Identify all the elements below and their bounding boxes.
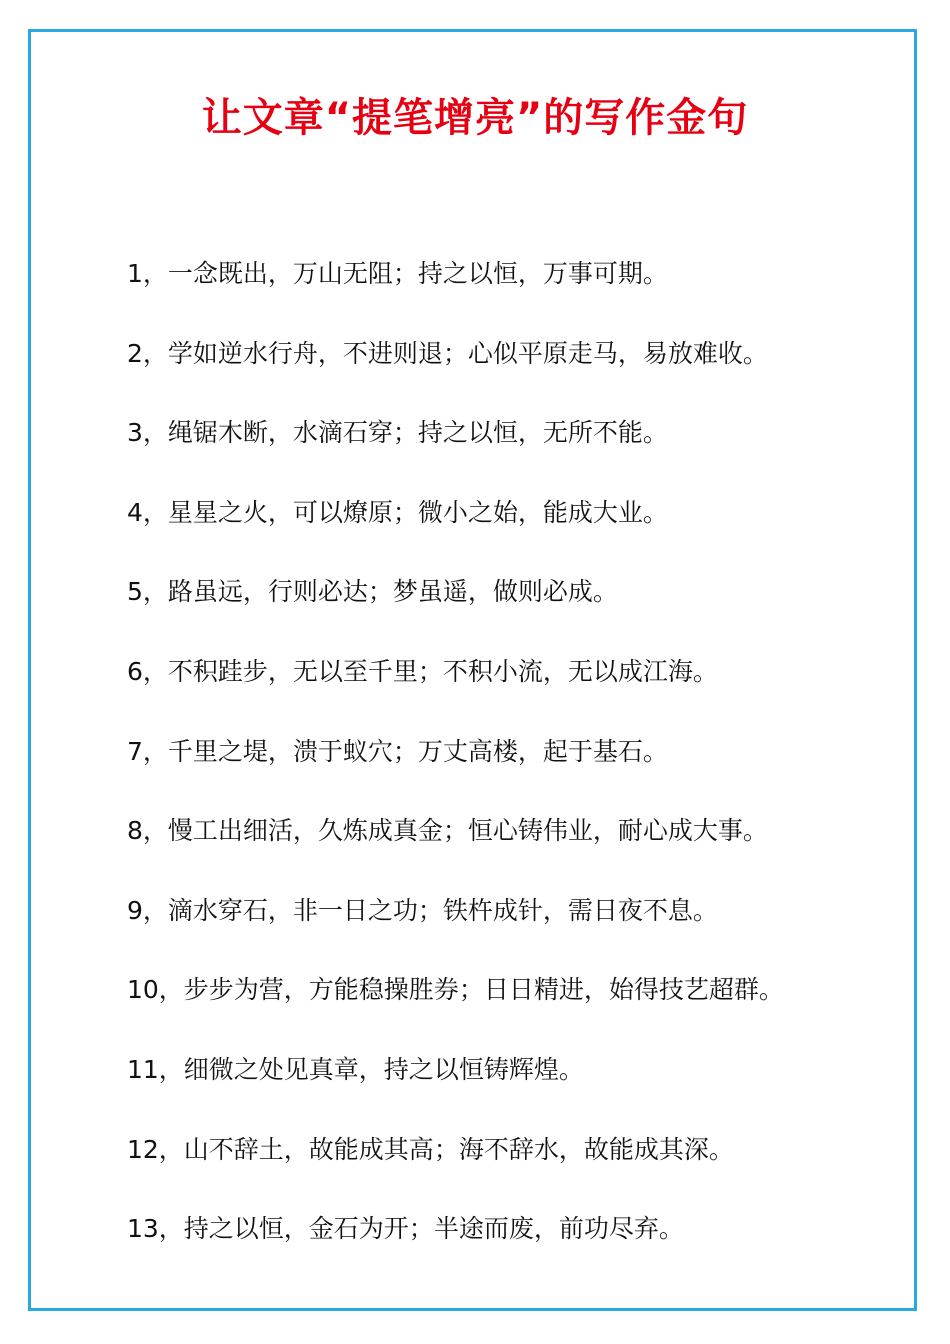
list-item: 13，持之以恒，金石为开；半途而废，前功尽弃。: [127, 1214, 684, 1244]
list-item: 5，路虽远，行则必达；梦虽遥，做则必成。: [127, 577, 618, 607]
list-item: 1，一念既出，万山无阻；持之以恒，万事可期。: [127, 259, 668, 288]
list-item: 7，千里之堤，溃于蚁穴；万丈高楼，起于基石。: [127, 736, 668, 766]
list-item: 12，山不辞土，故能成其高；海不辞水，故能成其深。: [127, 1134, 734, 1164]
list-item: 3，绳锯木断，水滴石穿；持之以恒，无所不能。: [127, 418, 668, 448]
quote-list: [127, 252, 784, 1287]
list-item: 9，滴水穿石，非一日之功；铁杵成针，需日夜不息。: [127, 895, 718, 925]
list-item: 10，步步为营，方能稳操胜券；日日精进，始得技艺超群。: [127, 975, 784, 1005]
list-item: 11，细微之处见真章，持之以恒铸辉煌。: [127, 1054, 584, 1084]
list-item: 8，慢工出细活，久炼成真金；恒心铸伟业，耐心成大事。: [127, 816, 768, 846]
list-item: 4，星星之火，可以燎原；微小之始，能成大业。: [127, 497, 668, 527]
list-item: 2，学如逆水行舟，不进则退；心似平原走马，易放难收。: [127, 338, 768, 368]
list-item: 6，不积跬步，无以至千里；不积小流，无以成江海。: [127, 656, 718, 686]
page-title: 让文章“提笔增亮”的写作金句: [201, 95, 749, 141]
